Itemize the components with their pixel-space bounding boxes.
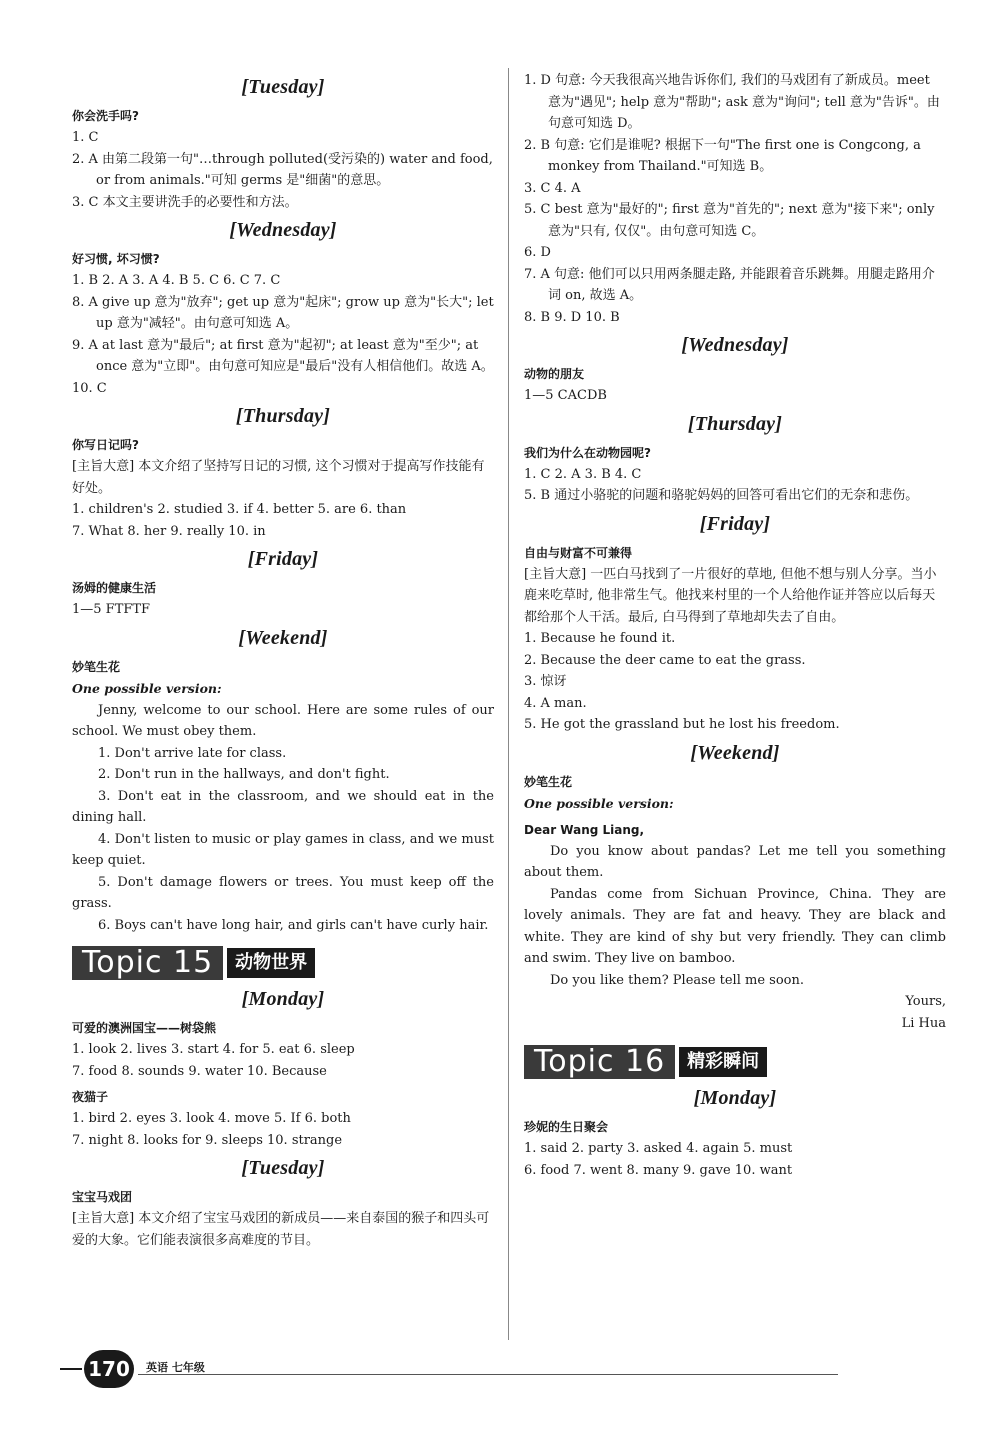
section-title: 你写日记吗? bbox=[72, 438, 139, 452]
essay-paragraph: Do you know about pandas? Let me tell you something about them. bbox=[524, 843, 946, 880]
version-note: One possible version: bbox=[524, 795, 674, 811]
essay-paragraph: 1. Don't arrive late for class. bbox=[98, 745, 287, 761]
day-heading: [Wednesday] bbox=[229, 219, 337, 241]
section-title: 可爱的澳洲国宝——树袋熊 bbox=[72, 1021, 217, 1035]
answer-line: 6. food 7. went 8. many 9. gave 10. want bbox=[524, 1162, 793, 1178]
day-heading: [Friday] bbox=[247, 548, 319, 570]
answer-line: 4. A man. bbox=[524, 695, 587, 711]
answer-line: 7. food 8. sounds 9. water 10. Because bbox=[72, 1063, 327, 1079]
answer-line: 1. B 2. A 3. A 4. B 5. C 6. C 7. C bbox=[72, 273, 281, 288]
version-note: One possible version: bbox=[72, 680, 222, 696]
answer-line: 1. children's 2. studied 3. if 4. better 5. are 6. than bbox=[72, 502, 407, 517]
topic-banner bbox=[72, 944, 494, 982]
answer-line: [主旨大意] 一匹白马找到了一片很好的草地, 但他不想与别人分享。当小鹿来吃草时, 他非常生气。他找来村里的一个人给他作证并答应以后每天都给那个人干活。最后, 白马得到了草地却失去了自由。 bbox=[524, 566, 937, 625]
topic-title: 精彩瞬间 bbox=[679, 1047, 767, 1077]
essay-paragraph: 4. Don't listen to music or play games in class, and we must keep quiet. bbox=[72, 831, 494, 868]
essay-paragraph: Do you like them? Please tell me soon. bbox=[550, 972, 804, 988]
section-title: 妙笔生花 bbox=[524, 774, 573, 789]
footer-dash bbox=[60, 1368, 82, 1370]
answer-line: 7. night 8. looks for 9. sleeps 10. strange bbox=[72, 1132, 343, 1148]
right-column bbox=[524, 70, 946, 1181]
answer-line: 5. C best 意为"最好的"; first 意为"首先的"; next 意为"接下来"; only 意为"只有, 仅仅"。由句意可知选 C。 bbox=[524, 202, 935, 239]
answer-line: 10. C bbox=[72, 380, 107, 396]
day-heading: [Friday] bbox=[699, 512, 771, 535]
answer-line: 2. B 句意: 它们是谁呢? 根据下一句"The first one is Congcong, a monkey from Thailand."可知选 B。 bbox=[524, 137, 921, 174]
answer-line: 1. D 句意: 今天我很高兴地告诉你们, 我们的马戏团有了新成员。meet 意为"遇见"; help 意为"帮助"; ask 意为"询问"; tell 意为"告诉"。由句意可知选 D。 bbox=[524, 73, 940, 131]
day-heading: [Monday] bbox=[241, 988, 325, 1010]
answer-line: 1. look 2. lives 3. start 4. for 5. eat 6. sleep bbox=[72, 1042, 355, 1057]
day-heading: [Monday] bbox=[693, 1087, 777, 1109]
footer-rule bbox=[138, 1374, 838, 1375]
page-footer bbox=[60, 1350, 940, 1390]
section-title: 你会洗手吗? bbox=[72, 109, 139, 123]
answer-line: 3. 惊讶 bbox=[524, 674, 567, 689]
left-column bbox=[72, 70, 494, 1251]
section-title: 我们为什么在动物园呢? bbox=[524, 445, 651, 460]
essay-paragraph: 2. Don't run in the hallways, and don't fight. bbox=[98, 767, 390, 782]
section-title: 汤姆的健康生活 bbox=[72, 581, 157, 595]
day-heading: [Thursday] bbox=[235, 405, 331, 427]
section-title: 宝宝马戏团 bbox=[72, 1190, 133, 1204]
essay-paragraph: 5. Don't damage flowers or trees. You must keep off the grass. bbox=[72, 874, 494, 911]
answer-line: 3. C 本文主要讲洗手的必要性和方法。 bbox=[72, 194, 298, 210]
answer-line: 1. Because he found it. bbox=[524, 631, 676, 646]
section-title: 动物的朋友 bbox=[524, 367, 585, 381]
answer-line: 1. C 2. A 3. B 4. C bbox=[524, 466, 642, 482]
answer-line: 6. D bbox=[524, 245, 551, 260]
answer-line: 1—5 FTFTF bbox=[72, 602, 151, 617]
day-heading: [Wednesday] bbox=[681, 334, 789, 356]
day-heading: [Tuesday] bbox=[241, 1157, 325, 1179]
section-title: 夜猫子 bbox=[72, 1090, 109, 1104]
letter-salutation: Dear Wang Liang, bbox=[524, 822, 645, 837]
answer-line: 1—5 CACDB bbox=[524, 388, 607, 403]
answer-line: [主旨大意] 本文介绍了坚持写日记的习惯, 这个习惯对于提高写作技能有好处。 bbox=[72, 459, 485, 496]
topic-banner bbox=[524, 1043, 946, 1081]
essay-paragraph: 6. Boys can't have long hair, and girls can't have curly hair. bbox=[98, 917, 489, 933]
topic-label: Topic 16 bbox=[524, 1045, 675, 1079]
column-divider bbox=[508, 68, 509, 1340]
answer-line: 8. A give up 意为"放弃"; get up 意为"起床"; grow up 意为"长大"; let up 意为"减轻"。由句意可知选 A。 bbox=[72, 294, 494, 331]
essay-paragraph: 3. Don't eat in the classroom, and we should eat in the dining hall. bbox=[72, 788, 494, 825]
essay-paragraph: Pandas come from Sichuan Province, China. They are lovely animals. They are fat and heavy. They are black and white. They are kind of shy but very friendly. They can climb and swim. They live on bamboo. bbox=[524, 886, 946, 966]
answer-line: 1. bird 2. eyes 3. look 4. move 5. If 6. both bbox=[72, 1111, 351, 1126]
section-title: 好习惯, 坏习惯? bbox=[72, 252, 160, 266]
answer-line: 2. Because the deer came to eat the grass. bbox=[524, 652, 806, 668]
answer-line: 3. C 4. A bbox=[524, 180, 581, 196]
answer-line: 9. A at last 意为"最后"; at first 意为"起初"; at least 意为"至少"; at once 意为"立即"。由句意可知应是"最后"没有人相信他们。故选 A。 bbox=[72, 337, 494, 374]
topic-title: 动物世界 bbox=[227, 948, 315, 978]
answer-line: 8. B 9. D 10. B bbox=[524, 309, 620, 325]
answer-line: 7. A 句意: 他们可以只用两条腿走路, 并能跟着音乐跳舞。用腿走路用介词 on, 故选 A。 bbox=[524, 266, 935, 303]
day-heading: [Thursday] bbox=[687, 412, 783, 435]
footer-subject: 英语 七年级 bbox=[146, 1361, 205, 1374]
day-heading: [Weekend] bbox=[238, 626, 328, 649]
section-title: 珍妮的生日聚会 bbox=[524, 1120, 609, 1134]
answer-line: 1. C bbox=[72, 130, 99, 145]
section-title: 自由与财富不可兼得 bbox=[524, 545, 633, 560]
answer-line: 1. said 2. party 3. asked 4. again 5. must bbox=[524, 1141, 793, 1156]
page-number: 170 bbox=[84, 1350, 134, 1388]
section-title: 妙笔生花 bbox=[72, 659, 121, 674]
topic-label: Topic 15 bbox=[72, 946, 223, 980]
answer-line: [主旨大意] 本文介绍了宝宝马戏团的新成员——来自泰国的猴子和四头可爱的大象。它们能表演很多高难度的节目。 bbox=[72, 1211, 490, 1248]
answer-line: 2. A 由第二段第一句"…through polluted(受污染的) water and food, or from animals."可知 germs 是"细菌"的意思。 bbox=[72, 151, 493, 188]
letter-closing: Yours, bbox=[905, 994, 946, 1009]
answer-line: 5. He got the grassland but he lost his freedom. bbox=[524, 717, 840, 732]
essay-paragraph: Jenny, welcome to our school. Here are some rules of our school. We must obey them. bbox=[72, 702, 494, 739]
day-heading: [Weekend] bbox=[690, 741, 780, 764]
answer-line: 7. What 8. her 9. really 10. in bbox=[72, 523, 266, 539]
letter-signature: Li Hua bbox=[901, 1016, 946, 1031]
day-heading: [Tuesday] bbox=[241, 76, 325, 98]
answer-line: 5. B 通过小骆驼的问题和骆驼妈妈的回答可看出它们的无奈和悲伤。 bbox=[524, 488, 919, 503]
